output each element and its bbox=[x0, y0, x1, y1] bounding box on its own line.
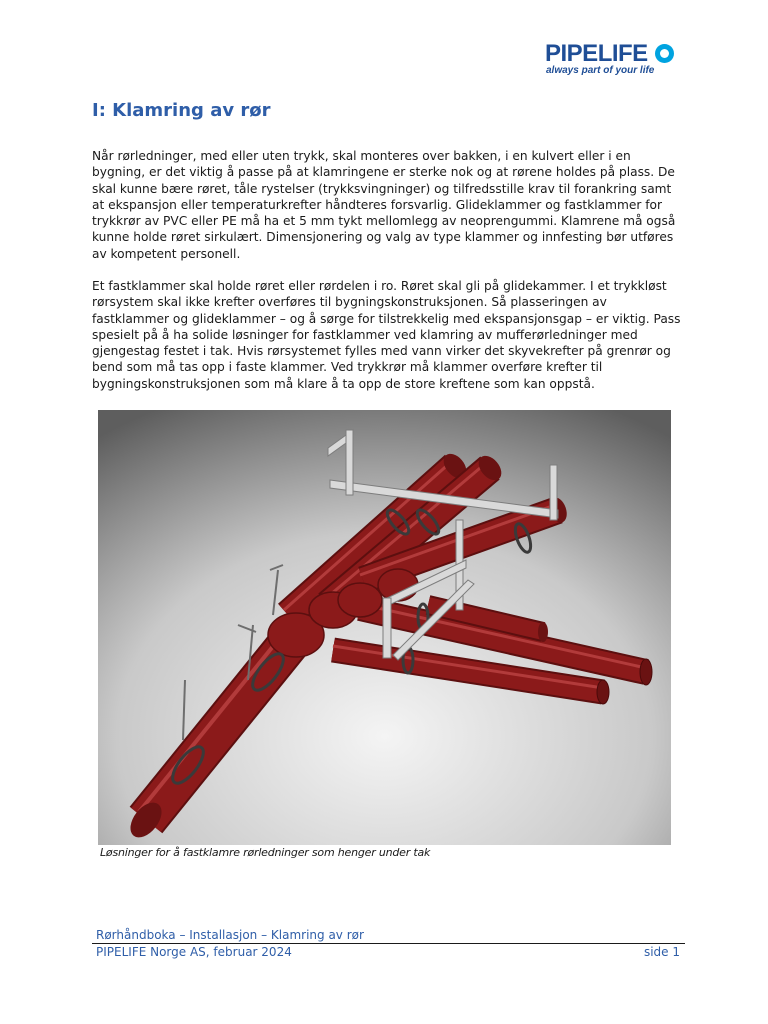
logo-tagline: always part of your life bbox=[546, 65, 655, 76]
body-paragraph: Et fastklammer skal holde røret eller rørdelen i ro. Røret skal gli på glidekammer. I et trykkløst rørsystem skal ikke krefter overføres til bygningskonstruksjonen. Så plasseringen av fastklammer og glideklammer – og å sørge for tilstrekkelig med ekspansjonsgap – er viktig. Pass spesielt på å ha solide løsninger for fastklammer ved klamring av mufferørledninger med gjengestag festet i tak. Hvis rørsystemet fylles med vann virker det skyvekrefter på grenrør og bend som må tas opp i faste klammer. Ved trykkrør må klammer overføre krefter til bygningskonstruksjonen som må klare å ta opp de store kreftene som kan oppstå. bbox=[92, 279, 681, 391]
figure-caption: Løsninger for å fastklamre rørledninger som henger under tak bbox=[100, 846, 431, 859]
body-paragraph: Når rørledninger, med eller uten trykk, skal monteres over bakken, i en kulvert eller i en bygning, er det viktig å passe på at klamringene er sterke nok og at rørene holdes på plass. De skal kunne bære røret, tåle rystelser (trykksvingninger) og tilfredsstille krav til forankring samt at ekspansjon eller temperaturkrefter håndteres forsvarlig. Glideklammer og fastklammer for trykkrør av PVC eller PE må ha et 5 mm tykt mellomlegg av neoprengummi. Klamrene må også kunne holde røret sirkulært. Dimensjonering og valg av type klammer og innfesting bør utføres av kompetent personell. bbox=[92, 149, 676, 261]
page-title: I: Klamring av rør bbox=[92, 100, 271, 121]
footer-document-path: Rørhåndboka – Installasjon – Klamring av rør bbox=[96, 928, 364, 942]
pipelife-logo bbox=[545, 41, 685, 81]
footer-publisher: PIPELIFE Norge AS, februar 2024 bbox=[96, 945, 292, 959]
footer-page-number: side 1 bbox=[643, 945, 680, 959]
logo-circle-icon bbox=[655, 44, 674, 63]
footer-divider bbox=[92, 943, 685, 944]
logo-wordmark: PIPELIFE bbox=[545, 40, 648, 67]
pipe-clamping-illustration bbox=[98, 410, 671, 845]
